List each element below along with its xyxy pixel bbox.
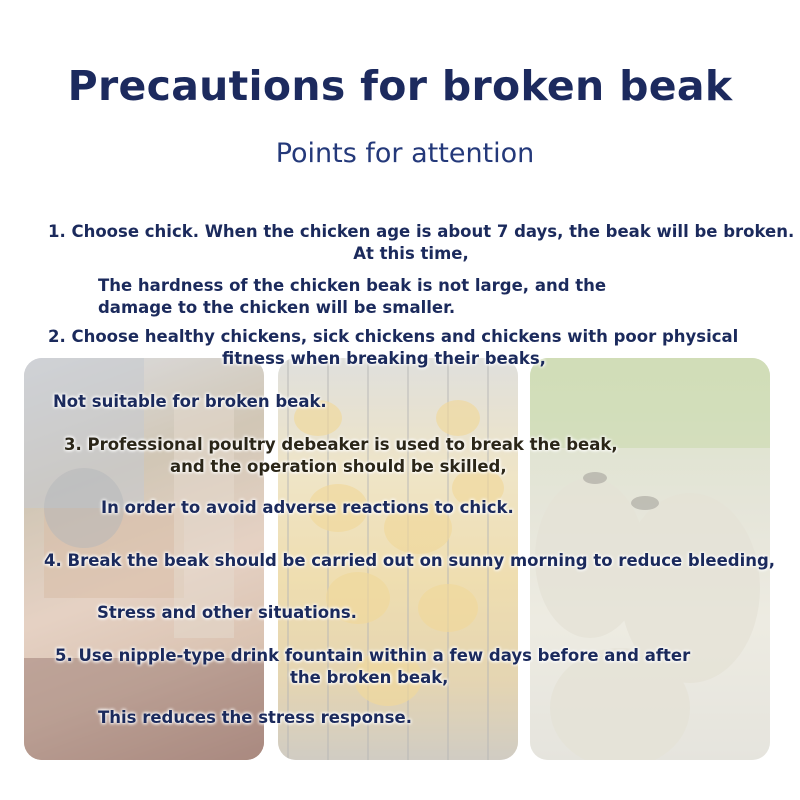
point-2-line-2: fitness when breaking their beaks, bbox=[222, 349, 546, 368]
point-4-line-1: 4. Break the beak should be carried out on sunny morning to reduce bleeding, bbox=[44, 551, 776, 570]
point-3-line-3: In order to avoid adverse reactions to chick. bbox=[101, 498, 514, 517]
point-1-line-4: damage to the chicken will be smaller. bbox=[98, 298, 456, 317]
point-1-line-3: The hardness of the chicken beak is not large, and the bbox=[98, 276, 607, 295]
point-4-line-2: Stress and other situations. bbox=[97, 603, 357, 622]
point-5-line-2: the broken beak, bbox=[290, 668, 449, 687]
point-1-line-2: At this time, bbox=[353, 244, 469, 263]
point-2-line-1: 2. Choose healthy chickens, sick chickens and chickens with poor physical bbox=[48, 327, 739, 346]
point-3-line-1: 3. Professional poultry debeaker is used to break the beak, bbox=[64, 435, 618, 454]
point-5-line-3: This reduces the stress response. bbox=[98, 708, 412, 727]
page-title: Precautions for broken beak bbox=[67, 62, 733, 110]
point-1-line-1: 1. Choose chick. When the chicken age is about 7 days, the beak will be broken. bbox=[48, 222, 795, 241]
page-subtitle: Points for attention bbox=[275, 138, 535, 169]
point-5-line-1: 5. Use nipple-type drink fountain within a few days before and after bbox=[55, 646, 691, 665]
point-2-line-3: Not suitable for broken beak. bbox=[53, 392, 327, 411]
point-3-line-2: and the operation should be skilled, bbox=[170, 457, 507, 476]
